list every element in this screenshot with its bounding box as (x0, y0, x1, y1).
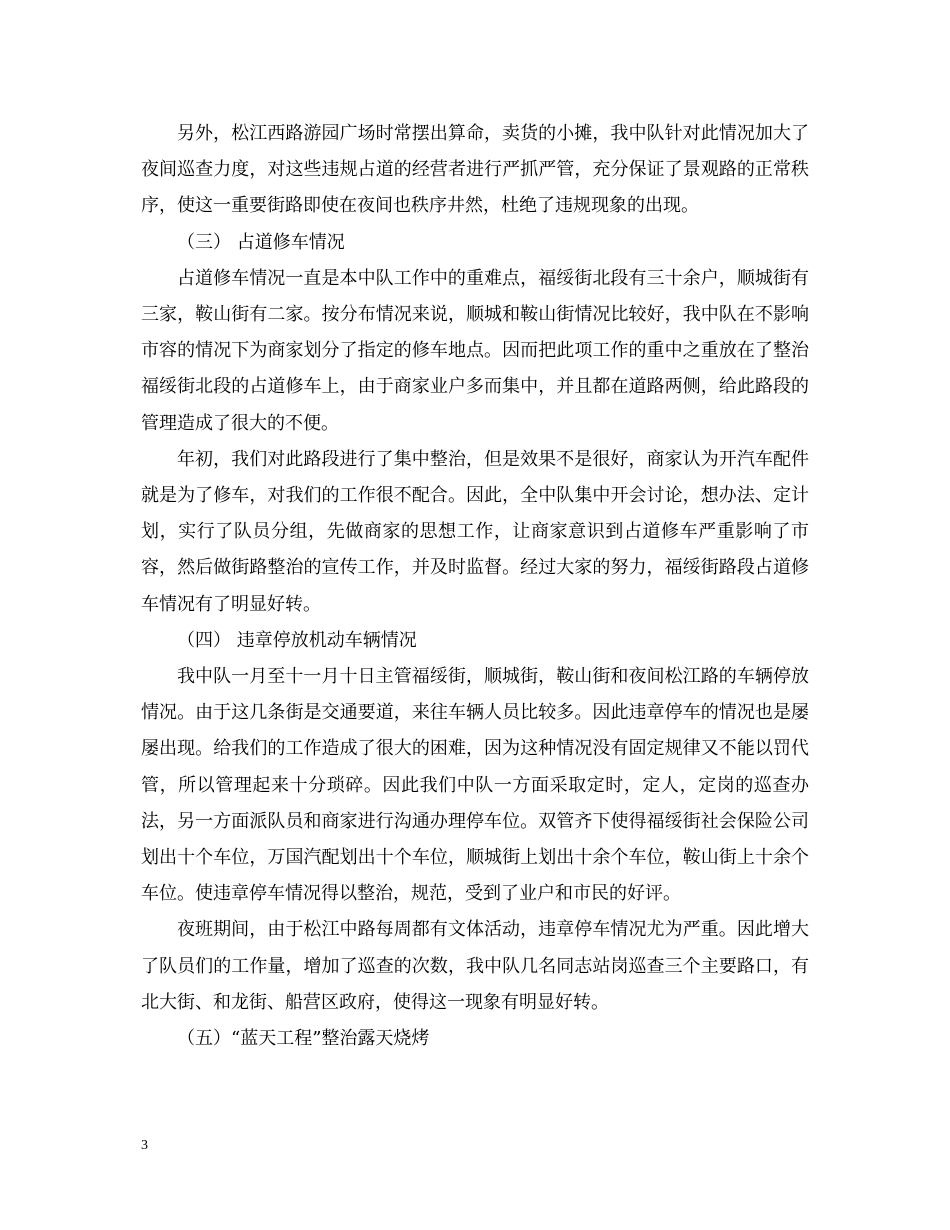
paragraph-night-shift: 夜班期间，由于松江中路每周都有文体活动，违章停车情况尤为严重。因此增大了队员们的工作量，增加了巡查的次数，我中队几名同志站岗巡查三个主要路口，有北大街、和龙街、船营区政府，使得这一现象有明显好转。 (141, 919, 809, 1013)
paragraph-parking: 我中队一月至十一月十日主管福绥街，顺城街，鞍山街和夜间松江路的车辆停放情况。由于这几条街是交通要道，来往车辆人员比较多。因此违章停车的情况也是屡屡出现。给我们的工作造成了很大的困难，因为这种情况没有固定规律又不能以罚代管，所以管理起来十分琐碎。因此我们中队一方面采取定时，定人，定岗的巡查办法，另一方面派队员和商家进行沟通办理停车位。双管齐下使得福绥街社会保险公司划出十个车位，万国汽配划出十个车位，顺城街上划出十余个车位，鞍山街上十余个车位。使违章停车情况得以整治，规范，受到了业户和市民的好评。 (141, 666, 809, 905)
paragraph-start-of-year: 年初，我们对此路段进行了集中整治，但是效果不是很好，商家认为开汽车配件就是为了修车，对我们的工作很不配合。因此，全中队集中开会讨论，想办法、定计划，实行了队员分组，先做商家的思想工作，让商家意识到占道修车严重影响了市容，然后做街路整治的宣传工作，并及时监督。经过大家的努力，福绥街路段占道修车情况有了明显好转。 (141, 448, 809, 615)
section-heading-3: （三） 占道修车情况 (177, 231, 345, 253)
section-heading-5: （五）“蓝天工程”整治露天烧烤 (177, 1028, 430, 1050)
paragraph-night-stalls: 另外，松江西路游园广场时常摆出算命，卖货的小摊，我中队针对此情况加大了夜间巡查力度，对这些违规占道的经营者进行严抓严管，充分保证了景观路的正常秩序，使这一重要街路即使在夜间也秩序井然，杜绝了违规现象的出现。 (141, 123, 809, 217)
page-number: 3 (141, 1138, 148, 1153)
document-body (141, 116, 809, 1057)
section-heading-4: （四） 违章停放机动车辆情况 (177, 629, 417, 651)
paragraph-road-repair: 占道修车情况一直是本中队工作中的重难点，福绥街北段有三十余户，顺城街有三家，鞍山街有二家。按分布情况来说，顺城和鞍山街情况比较好，我中队在不影响市容的情况下为商家划分了指定的修车地点。因而把此项工作的重中之重放在了整治福绥街北段的占道修车上，由于商家业户多而集中，并且都在道路两侧，给此路段的管理造成了很大的不便。 (141, 267, 809, 434)
